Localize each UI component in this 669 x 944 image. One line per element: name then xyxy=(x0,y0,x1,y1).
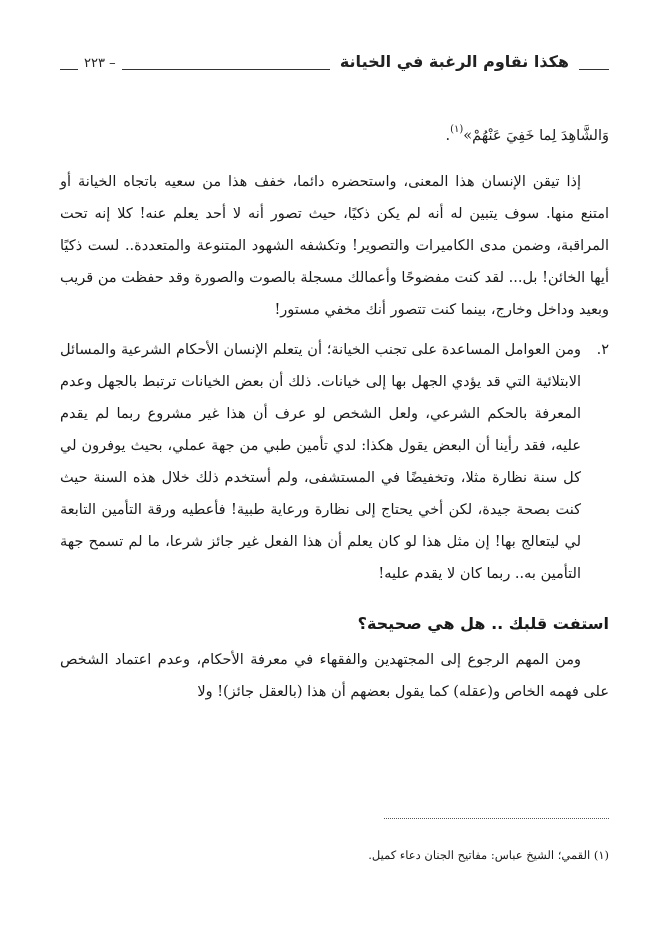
running-title: هكذا نقاوم الرغبة في الخيانة xyxy=(330,52,579,71)
footnote-separator xyxy=(384,818,609,819)
list-item-2 xyxy=(60,334,609,590)
running-header xyxy=(60,50,609,78)
footnote-ref: (١) xyxy=(450,124,464,135)
quote-end: . xyxy=(445,128,451,144)
quote-line xyxy=(60,120,609,152)
section-heading: استفت قلبك .. هل هي صحيحة؟ xyxy=(357,614,609,633)
paragraph-1: إذا تيقن الإنسان هذا المعنى، واستحضره دائما، خفف هذا من سعيه باتجاه الخيانة أو امتنع منها. سوف يتبين له أنه لم يكن ذكيًا، حيث تصور أنه لا أحد يعلم عنه! كلا إنه تحت المراقبة، وضمن مدى الكاميرات والتصوير! وتكشفه الشهود المتنوعة والمتعددة.. لست ذكيًا أيها الخائن! بل... لقد كنت مفضوحًا وأعمالك مسجلة بالصوت والصورة وقد حفظت من قريب وبعيد وداخل وخارج، بينما كنت تتصور أنك مخفي مستور! xyxy=(60,174,609,318)
page-number-value: ٢٢٣ xyxy=(84,56,105,71)
quote-text: وَالشَّاهِدَ لِما خَفِيَ عَنْهُمْ» xyxy=(463,128,609,144)
footnote: (١) القمي؛ الشيخ عباس: مفاتيح الجنان دعاء كميل. xyxy=(368,847,609,862)
page-body xyxy=(60,120,609,708)
list-item-number: ٢. xyxy=(596,342,609,358)
paragraph-3: ومن المهم الرجوع إلى المجتهدين والفقهاء في معرفة الأحكام، وعدم اعتماد الشخص على فهمه الخاص و(عقله) كما يقول بعضهم أن هذا (بالعقل جائز)! ولا xyxy=(60,652,609,700)
list-item-text: ومن العوامل المساعدة على تجنب الخيانة؛ أن يتعلم الإنسان الأحكام الشرعية والمسائل الابتلائية التي قد يؤدي الجهل بها إلى خيانات. ذلك أن بعض الخيانات ترتبط بالجهل وعدم المعرفة بالحكم الشرعي، ولعل الشخص لو عرف أن هذا غير مشروع ربما لم يقدم عليه، فقد رأينا أن البعض يقول هكذا: لدي تأمين طبي من جهة عملي، بحيث يوفرون لي كل سنة نظارة مثلا، وتخفيضًا في المستشفى، ولم أستخدم ذلك خلال هذه السنة حيث كنت بصحة جيدة، لكن أخي يحتاج إلى نظارة ورعاية طبية! فأعطيه ورقة التأمين التابعة لي ليتعالج بها! إن مثل هذا لو كان يعلم أن هذا الفعل غير جائز شرعا، ما لم تسمح جهة التأمين به.. ربما كان لا يقدم عليه! xyxy=(60,342,581,582)
page-number: – ٢٢٣ xyxy=(78,56,122,71)
